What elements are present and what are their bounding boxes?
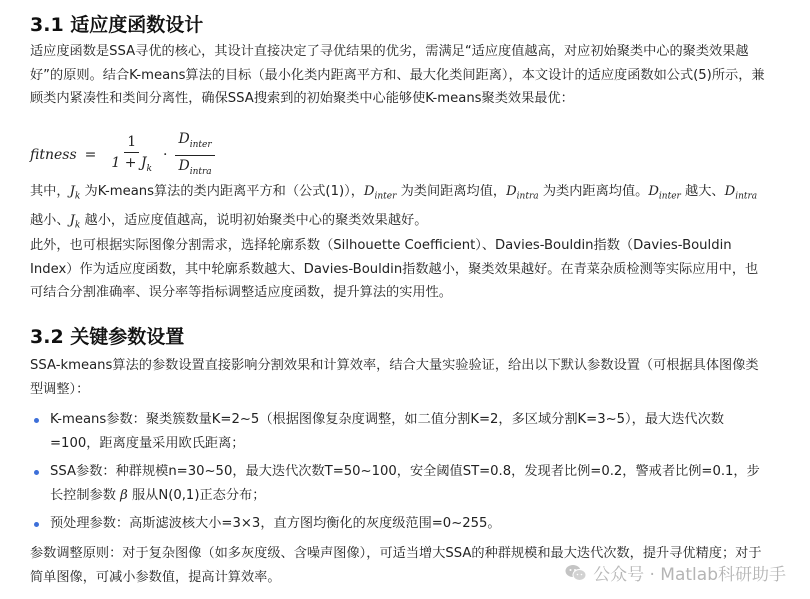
list-item-preprocess xyxy=(30,512,765,536)
wechat-icon xyxy=(565,564,587,582)
where-text-4: 为类内距离均值。 xyxy=(538,184,649,199)
section-title-3-2: 3.2 关键参数设置 xyxy=(30,326,185,348)
bullet-icon xyxy=(34,470,39,475)
formula-dot: · xyxy=(163,147,168,163)
sym-jk: J xyxy=(69,184,75,199)
fraction-1-numerator: 1 xyxy=(124,134,139,153)
sym-jk-sub: k xyxy=(74,191,81,202)
bullet-icon xyxy=(34,522,39,527)
sym-dintra-2-sub: intra xyxy=(735,191,758,202)
sym-dinter-2: D xyxy=(648,184,659,199)
d-intra-sub: intra xyxy=(189,166,212,177)
fraction-1-denominator xyxy=(108,153,155,177)
d-inter-sub: inter xyxy=(189,139,212,150)
d-inter: D xyxy=(178,130,190,147)
list-item-kmeans xyxy=(30,408,765,455)
sym-dinter-sub: inter xyxy=(374,191,397,202)
sym-jk-2: J xyxy=(69,213,75,229)
section-title-3-1: 3.1 适应度函数设计 xyxy=(30,14,204,36)
formula-lhs: fitness xyxy=(30,147,77,163)
sym-dintra-sub: intra xyxy=(516,191,539,202)
where-text-6: 越小、 xyxy=(30,213,70,229)
where-text-7: 越小，适应度值越高，说明初始聚类中心的聚类效果越好。 xyxy=(80,213,428,229)
ssa-text-a: SSA参数：种群规模n=30~50，最大迭代次数T=50~100，安全阈值ST=0.8，发现者比例=0.2，警戒者比例=0.1，步长控制参数 xyxy=(50,464,760,503)
paragraph-where xyxy=(30,180,765,238)
list-item-text: K-means参数：聚类簇数量K=2~5（根据图像复杂度调整，如二值分割K=2，多区域分割K=3~5），最大迭代次数=100，距离度量采用欧氏距离； xyxy=(50,412,724,451)
paragraph-alternative-fitness: 此外，也可根据实际图像分割需求，选择轮廓系数（Silhouette Coefficient）、Davies-Bouldin指数（Davies-Bouldin Index）作为适应度函数，其中轮廓系数越大、Davies-Bouldin指数越小，聚类效果越好。在青菜杂质检测等实际应用中，也可结合分割准确率、误分率等指标调整适应度函数，提升算法的实用性。 xyxy=(30,238,759,300)
ssa-text-b: 服从N(0,1)正态分布； xyxy=(127,487,266,503)
list-item-ssa xyxy=(30,460,765,507)
fraction-2-denominator xyxy=(175,156,214,180)
d-intra: D xyxy=(178,157,190,174)
sym-dinter-2-sub: inter xyxy=(658,191,681,202)
denominator-sub: k xyxy=(146,163,152,174)
where-text-5: 越大、 xyxy=(680,184,725,199)
sym-dintra-2: D xyxy=(724,184,736,199)
bullet-icon xyxy=(34,418,39,423)
where-text-1: 其中， xyxy=(30,184,70,199)
watermark-text: 公众号 · Matlab科研助手 xyxy=(593,565,786,585)
where-text-3: 为类间距离均值， xyxy=(396,184,507,199)
where-text-2: 为K-means算法的类内距离平方和（公式(1)）， xyxy=(80,184,364,199)
denominator-text: 1 + J xyxy=(111,154,147,171)
formula-fraction-2 xyxy=(175,131,214,180)
sym-jk-2-sub: k xyxy=(74,220,81,231)
watermark xyxy=(565,560,786,585)
paragraph-fitness-intro: 适应度函数是SSA寻优的核心，其设计直接决定了寻优结果的优劣，需满足“适应度值越高，对应初始聚类中心的聚类效果越好”的原则。结合K-means算法的目标（最小化类内距离平方和、最大化类间距离），本文设计的适应度函数如公式(5)所示，兼顾类内紧凑性和类间分离性，确保SSA搜索到的初始聚类中心能够使K-means聚类效果最优： xyxy=(30,44,765,106)
sym-dintra: D xyxy=(506,184,517,199)
list-item-text xyxy=(30,460,765,507)
sym-beta: β xyxy=(120,487,128,503)
paragraph-params-intro: SSA-kmeans算法的参数设置直接影响分割效果和计算效率，结合大量实验验证，给出以下默认参数设置（可根据具体图像类型调整）： xyxy=(30,358,759,397)
formula-fraction-1 xyxy=(108,134,155,177)
list-item-text: 预处理参数：高斯滤波核大小=3×3，直方图均衡化的灰度级范围=0~255。 xyxy=(50,516,501,531)
fraction-2-numerator xyxy=(175,131,214,156)
paragraph-adjust-principle: 参数调整原则：对于复杂图像（如多灰度级、含噪声图像），可适当增大SSA的种群规模和最大迭代次数，提升寻优精度；对于简单图像，可减小参数值，提高计算效率。 xyxy=(30,546,762,585)
formula-equals: = xyxy=(84,147,97,163)
sym-dinter: D xyxy=(363,184,375,199)
fitness-formula xyxy=(30,132,219,178)
